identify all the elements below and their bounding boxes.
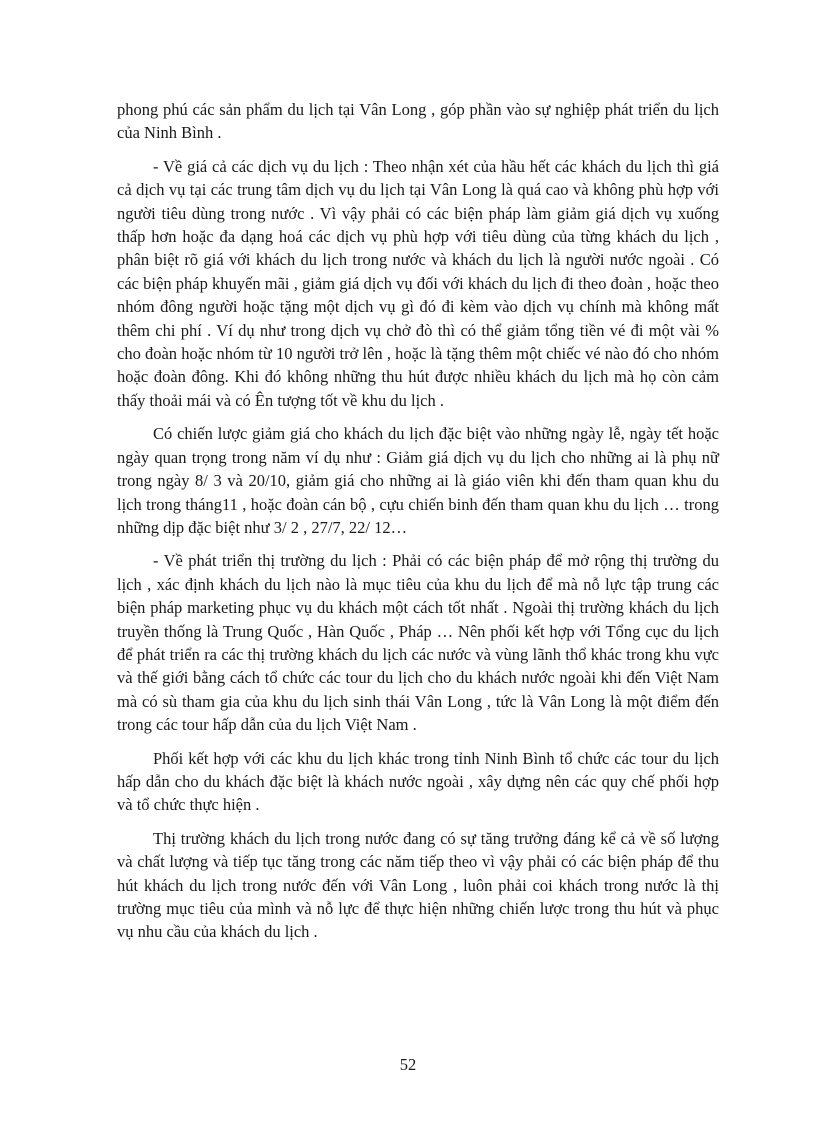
- paragraph-pricing: - Về giá cả các dịch vụ du lịch : Theo nhận xét của hầu hết các khách du lịch thì giá cả dịch vụ tại các trung tâm dịch vụ du lịch tại Vân Long là quá cao và không phù hợp với người tiêu dùng trong nước . Vì vậy phải có các biện pháp làm giảm giá dịch vụ xuống thấp hơn hoặc đa dạng hoá các dịch vụ phù hợp với tiêu dùng của từng khách du lịch , phân biệt rõ giá với khách du lịch trong nước và khách du lịch là người nước ngoài . Có các biện pháp khuyến mãi , giảm giá dịch vụ đối với khách du lịch đi theo đoàn , hoặc theo nhóm đông người hoặc tặng một dịch vụ gì đó đi kèm vào dịch vụ chính mà không mất thêm chi phí . Ví dụ như trong dịch vụ chở đò thì có thể giảm tổng tiền vé đi một vài % cho đoàn hoặc nhóm từ 10 người trở lên , hoặc là tặng thêm một chiếc vé nào đó cho nhóm hoặc đoàn đông. Khi đó không những thu hút được nhiều khách du lịch mà họ còn cảm thấy thoải mái và có Ên tượng tốt về khu du lịch .: [117, 156, 719, 410]
- paragraph-regional-cooperation: Phối kết hợp với các khu du lịch khác trong tỉnh Ninh Bình tổ chức các tour du lịch hấp dẫn cho du khách đặc biệt là khách nước ngoài , xây dựng nên các quy chế phối hợp và tổ chức thực hiện .: [117, 748, 719, 815]
- document-body: [117, 98, 719, 954]
- page-number: 52: [399, 1055, 417, 1074]
- paragraph-domestic-market: Thị trường khách du lịch trong nước đang có sự tăng trưởng đáng kể cả về số lượng và chất lượng và tiếp tục tăng trong các năm tiếp theo vì vậy phải có các biện pháp để thu hút khách du lịch trong nước đến với Vân Long , luôn phải coi khách trong nước là thị trường mục tiêu của mình và nỗ lực để thực hiện những chiến lược trong thu hút và phục vụ nhu cầu của khách du lịch .: [117, 828, 719, 942]
- paragraph-discount-strategy: Có chiến lược giảm giá cho khách du lịch đặc biệt vào những ngày lễ, ngày tết hoặc ngày quan trọng trong năm ví dụ như : Giảm giá dịch vụ du lịch cho những ai là phụ nữ trong ngày 8/ 3 và 20/10, giảm giá cho những ai là giáo viên khi đến tham quan khu du lịch trong tháng11 , hoặc đoàn cán bộ , cựu chiến binh đến tham quan khu du lịch … trong những dịp đặc biệt như 3/ 2 , 27/7, 22/ 12…: [117, 424, 719, 537]
- paragraph-market-development: - Về phát triển thị trường du lịch : Phải có các biện pháp để mở rộng thị trường du lịch , xác định khách du lịch nào là mục tiêu của khu du lịch để mà nỗ lực tập trung các biện pháp marketing phục vụ du khách một cách tốt nhất . Ngoài thị trường khách du lịch truyền thống là Trung Quốc , Hàn Quốc , Pháp … Nên phối kết hợp với Tổng cục du lịch để phát triển ra các thị trường khách du lịch các nước và vùng lãnh thổ khác trong khu vực và thế giới bằng cách tổ chức các tour du lịch cho du khách nước ngoài khi đến Việt Nam mà có sù tham gia của khu du lịch sinh thái Vân Long , tức là Vân Long là một điểm đến trong các tour hấp dẫn của du lịch Việt Nam .: [117, 551, 719, 735]
- paragraph-intro-continuation: phong phú các sản phẩm du lịch tại Vân Long , góp phần vào sự nghiệp phát triển du lịch của Ninh Bình .: [117, 100, 719, 143]
